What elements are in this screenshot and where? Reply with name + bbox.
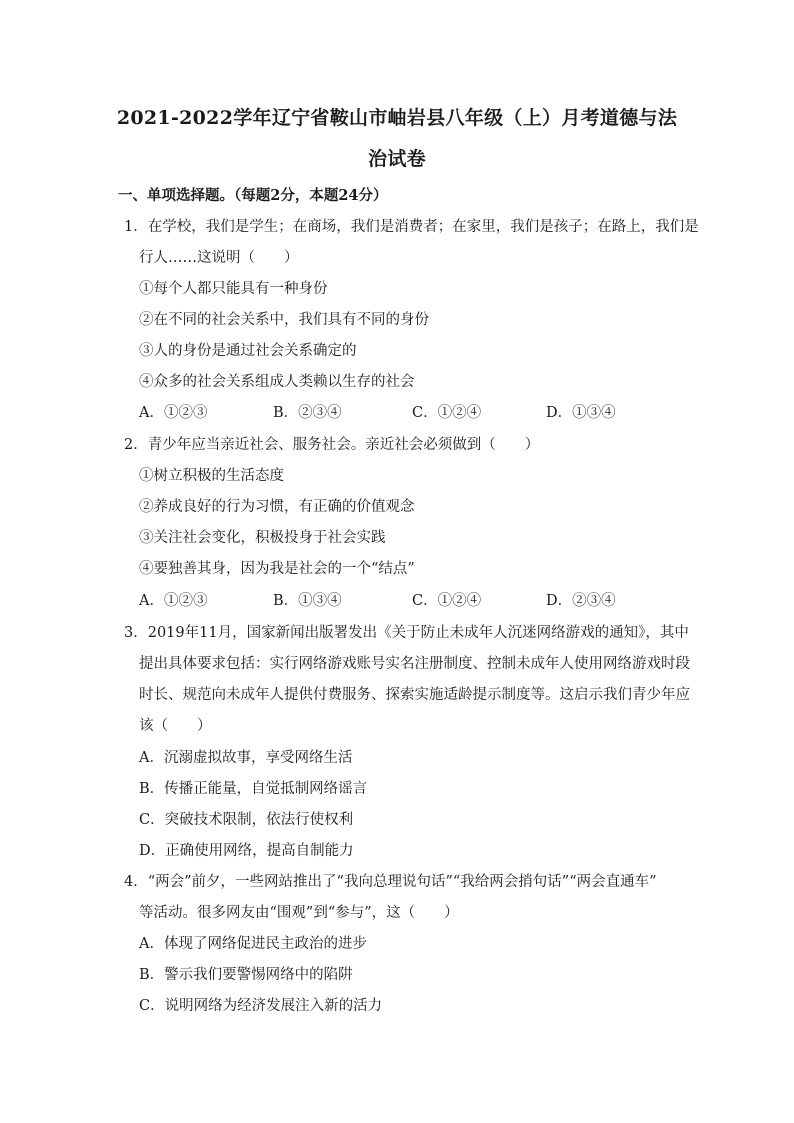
q2-statement-2: ②养成良好的行为习惯，有正确的价值观念 xyxy=(139,499,415,515)
q1-option-b[interactable]: B．②③④ xyxy=(273,405,342,421)
q1-option-d[interactable]: D．①③④ xyxy=(546,405,616,421)
q4-stem-line-1: 4．“两会”前夕，一些网站推出了“我向总理说句话”“我给两会捎句话”“两会直通车” xyxy=(124,874,657,890)
q2-statement-1: ①树立积极的生活态度 xyxy=(139,468,284,484)
q3-stem-line-3: 时长、规范向未成年人提供付费服务、探索实施适龄提示制度等。这启示我们青少年应 xyxy=(139,687,690,703)
q1-statement-2: ②在不同的社会关系中，我们具有不同的身份 xyxy=(139,312,429,328)
q2-stem-line-1: 2．青少年应当亲近社会、服务社会。亲近社会必须做到（ ） xyxy=(124,437,540,453)
q2-statement-4: ④要独善其身，因为我是社会的一个“结点” xyxy=(139,561,415,577)
q1-stem-line-2: 行人……这说明（ ） xyxy=(139,250,299,266)
section-heading: 一、单项选择题。（每题2分，本题24分） xyxy=(118,187,388,204)
q1-statement-1: ①每个人都只能具有一种身份 xyxy=(139,281,328,297)
q4-option-a[interactable]: A．体现了网络促进民主政治的进步 xyxy=(139,936,367,952)
exam-title-line-1: 2021-2022学年辽宁省鞍山市岫岩县八年级（上）月考道德与法 xyxy=(116,107,678,129)
q2-option-d[interactable]: D．②③④ xyxy=(546,593,616,609)
q3-option-d[interactable]: D．正确使用网络，提高自制能力 xyxy=(139,843,354,859)
q1-option-a[interactable]: A．①②③ xyxy=(139,405,208,421)
q3-stem-line-1: 3．2019年11月，国家新闻出版署发出《关于防止未成年人沉迷网络游戏的通知》，其中 xyxy=(124,625,689,641)
q4-option-c[interactable]: C．说明网络为经济发展注入新的活力 xyxy=(139,998,383,1014)
q3-option-b[interactable]: B．传播正能量，自觉抵制网络谣言 xyxy=(139,781,368,797)
q2-option-c[interactable]: C．①②④ xyxy=(412,593,482,609)
q3-option-a[interactable]: A．沉溺虚拟故事，享受网络生活 xyxy=(139,750,353,766)
q3-stem-line-2: 提出具体要求包括：实行网络游戏账号实名注册制度、控制未成年人使用网络游戏时段 xyxy=(139,656,690,672)
q2-statement-3: ③关注社会变化，积极投身于社会实践 xyxy=(139,530,386,546)
q1-statement-3: ③人的身份是通过社会关系确定的 xyxy=(139,343,357,359)
q3-stem-line-4: 该（ ） xyxy=(139,718,212,734)
q1-option-c[interactable]: C．①②④ xyxy=(412,405,482,421)
q4-option-b[interactable]: B．警示我们要警惕网络中的陷阱 xyxy=(139,967,353,983)
q3-option-c[interactable]: C．突破技术限制，依法行使权利 xyxy=(139,812,354,828)
q2-option-b[interactable]: B．①③④ xyxy=(273,593,342,609)
exam-title-line-2: 治试卷 xyxy=(368,148,426,170)
q2-option-a[interactable]: A．①②③ xyxy=(139,593,208,609)
q2-options xyxy=(139,592,659,610)
q1-options xyxy=(139,404,659,422)
q1-stem-line-1: 1．在学校，我们是学生；在商场，我们是消费者；在家里，我们是孩子；在路上，我们是 xyxy=(124,219,699,235)
q1-statement-4: ④众多的社会关系组成人类赖以生存的社会 xyxy=(139,374,415,390)
q4-stem-line-2: 等活动。很多网友由“围观”到“参与”，这（ ） xyxy=(139,905,459,921)
